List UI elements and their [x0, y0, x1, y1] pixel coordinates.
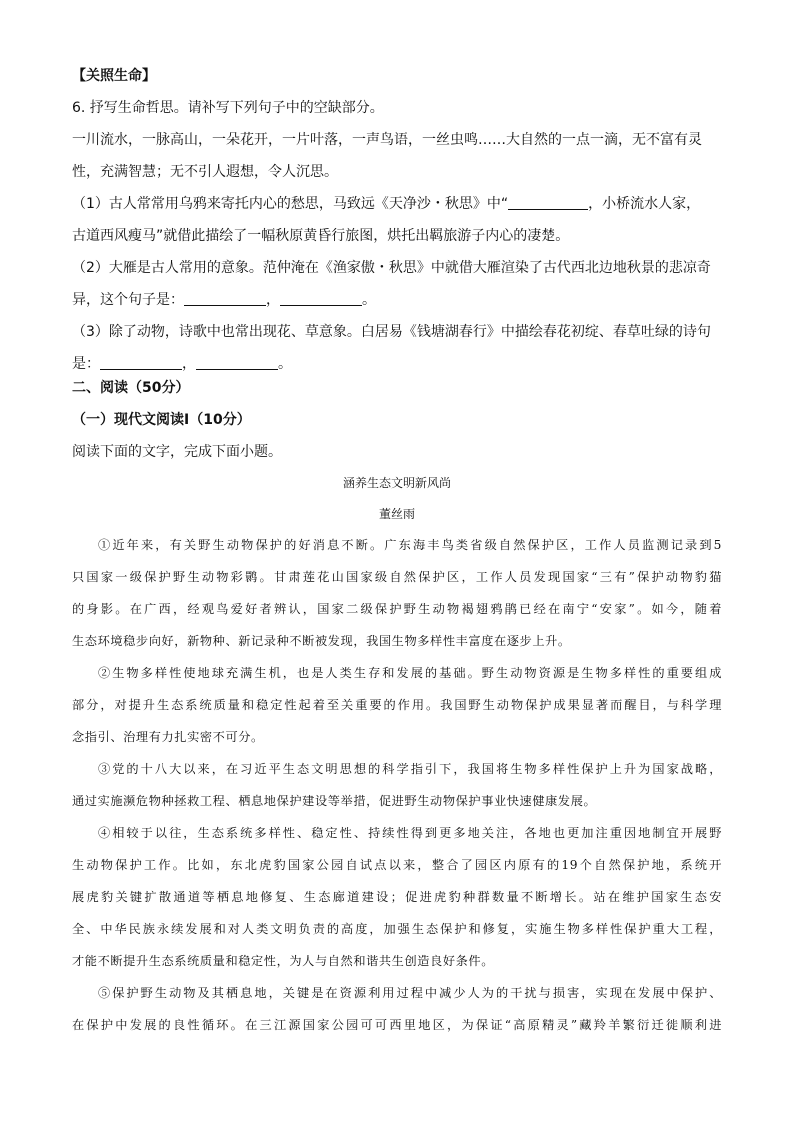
answer-blank-5[interactable]: [196, 355, 278, 370]
essay-line: ⑤保护野生动物及其栖息地，关键是在资源利用过程中减少人为的干扰与损害，实现在发展中保护、: [98, 986, 722, 1000]
question-6-part-2-line-1: （2）大雁是古人常用的意象。范仲淹在《渔家傲・秋思》中就借大雁渲染了古代西北边地秋景的悲凉奇: [72, 260, 711, 276]
question-6-part-3-line-2: [72, 354, 722, 374]
essay-title: 涵养生态文明新风尚: [342, 476, 451, 490]
essay-line: 在保护中发展的良性循环。在三江源国家公园可可西里地区，为保证“高原精灵”藏羚羊繁衍迁徙顺利进: [72, 1018, 722, 1032]
essay-line: ③党的十八大以来，在习近平生态文明思想的科学指引下，我国将生物多样性保护上升为国家战略，: [98, 762, 722, 776]
part-3-text: 是：: [72, 356, 100, 372]
answer-blank-1[interactable]: [508, 195, 588, 210]
essay-line: 展虎豹关键扩散通道等栖息地修复、生态廊道建设；促进虎豹种群数量不断增长。站在维护国家生态安: [72, 890, 722, 904]
part-2-sep: ，: [266, 292, 280, 308]
answer-blank-4[interactable]: [100, 355, 182, 370]
question-6-intro: 6. 抒写生命哲思。请补写下列句子中的空缺部分。: [72, 100, 384, 116]
essay-line: 全、中华民族永续发展和对人类文明负责的高度，加强生态保护和修复，实施生物多样性保护重大工程，: [72, 922, 722, 936]
section-header: 【关照生命】: [72, 68, 156, 84]
question-6-part-1-line-1: [72, 194, 722, 214]
essay-line: ①近年来，有关野生动物保护的好消息不断。广东海丰鸟类省级自然保护区，工作人员监测记录到5: [98, 538, 722, 552]
essay-line: 部分，对提升生态系统质量和稳定性起着至关重要的作用。我国野生动物保护成果显著而醒目，与科学理: [72, 698, 722, 712]
essay-line: 只国家一级保护野生动物彩鹮。甘肃莲花山国家级自然保护区，工作人员发现国家“三有”保护动物豹猫: [72, 570, 722, 584]
part-2-end: 。: [362, 292, 376, 308]
part-3-sep: ，: [182, 356, 196, 372]
essay-line: 念指引、治理有力扎实密不可分。: [72, 730, 264, 744]
essay-line: 生态环境稳步向好，新物种、新记录种不断被发现，我国生物多样性丰富度在逐步上升。: [72, 634, 571, 648]
reading-instruction: 阅读下面的文字，完成下面小题。: [72, 444, 282, 460]
question-6-part-2-line-2: [72, 290, 722, 310]
answer-blank-2[interactable]: [184, 291, 266, 306]
part-3-end: 。: [278, 356, 292, 372]
part-2-heading: 二、阅读（50分）: [72, 380, 190, 396]
part-1-text-b: ，小桥流水人家，: [588, 196, 701, 212]
question-6-part-1-line-2: 古道西风瘦马”就借此描绘了一幅秋原黄昏行旅图，烘托出羁旅游子内心的凄楚。: [72, 228, 570, 244]
question-6-lead-line-1: 一川流水，一脉高山，一朵花开，一片叶落，一声鸟语，一丝虫鸣……大自然的一点一滴，无不富有灵: [72, 132, 702, 148]
essay-line: 的身影。在广西，经观鸟爱好者辨认，国家二级保护野生动物褐翅鸦鹃已经在南宁“安家”。如今，随着: [72, 602, 722, 616]
answer-blank-3[interactable]: [280, 291, 362, 306]
essay-line: 才能不断提升生态系统质量和稳定性，为人与自然和谐共生创造良好条件。: [72, 954, 494, 968]
question-6-part-3-line-1: （3）除了动物，诗歌中也常出现花、草意象。白居易《钱塘湖春行》中描绘春花初绽、春草吐绿的诗句: [72, 324, 711, 340]
essay-author: 董丝雨: [378, 507, 415, 521]
part-2-text: 异，这个句子是：: [72, 292, 184, 308]
part-2-subheading: （一）现代文阅读Ⅰ（10分）: [72, 412, 251, 428]
essay-line: ④相较于以往，生态系统多样性、稳定性、持续性得到更多地关注，各地也更加注重因地制宜开展野: [98, 826, 722, 840]
essay-line: 通过实施濒危物种拯救工程、栖息地保护建设等举措，促进野生动物保护事业快速健康发展。: [72, 794, 597, 808]
part-1-text-a: （1）古人常常用乌鸦来寄托内心的愁思，马致远《天净沙・秋思》中“: [72, 196, 509, 212]
essay-line: 生动物保护工作。比如，东北虎豹国家公园自试点以来，整合了园区内原有的19个自然保护地，系统开: [72, 858, 722, 872]
essay-line: ②生物多样性使地球充满生机，也是人类生存和发展的基础。野生动物资源是生物多样性的重要组成: [98, 666, 722, 680]
question-6-lead-line-2: 性，充满智慧；无不引人遐想，令人沉思。: [72, 164, 338, 180]
